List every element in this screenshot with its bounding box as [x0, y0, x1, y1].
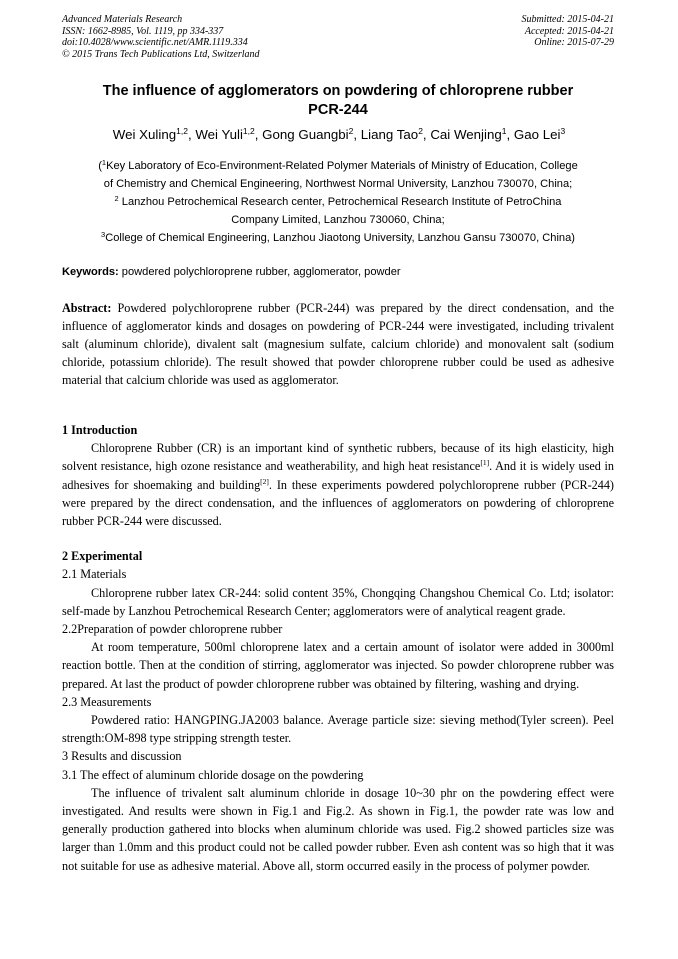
- author: Gao Lei$^3$: [513, 126, 566, 142]
- keywords: [62, 265, 622, 280]
- abstract: [62, 299, 614, 389]
- affiliation-3-line-1: $^3$College of Chemical Engineering, Lanzhou Jiaotong University, Lanzhou Gansu 730070, China): [101, 230, 575, 244]
- journal-name: Advanced Materials Research: [62, 14, 183, 25]
- measurements-paragraph: Powdered ratio: HANGPING.JA2003 balance. Average particle size: sieving method(Tyler screen). Peel strength:OM-898 type stripping strength tester.: [62, 713, 614, 746]
- introduction-paragraph: Chloroprene Rubber (CR) is an important kind of synthetic rubbers, because of its high elasticity, high solvent resistance, high ozone resistance and weatherability, and high heat resistance[1]. And it is widely used in adhesives for shoemaking and building[2]. In these experiments powdered polychloroprene rubber (PCR-244) were prepared by the direct condensation, and the influences of agglomerators on powdering of chloroprene rubber PCR-244 were discussed.: [62, 441, 614, 529]
- author: Wei Xuling$^{1,2}$,: [112, 126, 196, 142]
- author-list: [40, 126, 638, 144]
- journal-info: [62, 14, 260, 60]
- subsection-heading-measurements: 2.3 Measurements: [62, 694, 152, 709]
- affiliations: [58, 157, 618, 247]
- journal-doi: doi:10.4028/www.scientific.net/AMR.1119.334: [62, 37, 248, 48]
- affiliation-1-line-1: ($^1$Key Laboratory of Eco-Environment-Related Polymer Materials of Ministry of Education, College: [98, 158, 578, 172]
- title-line-2: PCR-244: [308, 102, 368, 118]
- publication-dates: [522, 14, 615, 49]
- materials-paragraph: Chloroprene rubber latex CR-244: solid content 35%, Chongqing Changshou Chemical Co. Ltd; isolator: self-made by Lanzhou Petrochemical Research Center; agglomerators were of analytical reagent grade.: [62, 585, 614, 618]
- online-date: Online: 2015-07-29: [534, 37, 614, 48]
- preparation-paragraph: At room temperature, 500ml chloroprene latex and a certain amount of isolator were added in 3000ml reaction bottle. Then at the condition of stirring, agglomerator was injected. So powder chloroprene rubber was prepared. At last the product of powder chloroprene rubber was obtained by filtering, washing and drying.: [62, 640, 614, 691]
- journal-copyright: © 2015 Trans Tech Publications Ltd, Switzerland: [62, 48, 260, 60]
- aluminum-chloride-paragraph: The influence of trivalent salt aluminum chloride in dosage 10~30 phr on the powdering effect were investigated. And results were shown in Fig.1 and Fig.2. As shown in Fig.1, the powder rate was low and generally production gathered into blocks when aluminum chloride was used. Fig.2 showed particles size was larger than 1.0mm and this product could not be called powder rubber. Even ash content was so high that it was not suitable for use as adhesive material. Above all, storm occurred easily in the process of polymer powder.: [62, 785, 614, 873]
- section-heading-experimental: 2 Experimental: [62, 549, 143, 564]
- author: Liang Tao$^2$,: [360, 126, 431, 142]
- section-heading-introduction: 1 Introduction: [62, 423, 138, 437]
- affiliation-2-line-1: $^2$ Lanzhou Petrochemical Research center, Petrochemical Research Institute of PetroChina: [114, 194, 562, 208]
- affiliation-1-line-2: of Chemistry and Chemical Engineering, Northwest Normal University, Lanzhou 730070, China;: [103, 178, 573, 190]
- author: Wei Yuli$^{1,2}$,: [195, 126, 263, 142]
- author: Cai Wenjing$^1$,: [430, 126, 514, 142]
- keywords-text: powdered polychloroprene rubber, agglomerator, powder: [118, 266, 401, 278]
- subsection-heading-materials: 2.1 Materials: [62, 567, 127, 582]
- paper-body: [62, 421, 614, 875]
- subsection-heading-aluminum-chloride: 3.1 The effect of aluminum chloride dosage on the powdering: [62, 767, 364, 782]
- keywords-label: Keywords:: [62, 266, 119, 278]
- abstract-text: Powdered polychloroprene rubber (PCR-244) was prepared by the direct condensation, and the influence of agglomerator kinds and dosages on powdering of PCR-244 were investigated, including trivalent salt (aluminum chloride), divalent salt (magnesium sulfate, calcium chloride) and monovalent salt (sodium chloride, potassium chloride). The result showed that powder chloroprene rubber could be used as adhesive material that calcium chloride was used as agglomerator.: [62, 301, 614, 387]
- accepted-date: Accepted: 2015-04-21: [524, 25, 614, 37]
- journal-issn: ISSN: 1662-8985, Vol. 1119, pp 334-337: [62, 25, 224, 37]
- paper-title: [62, 82, 614, 120]
- citation-2: [2]: [260, 476, 269, 486]
- section-heading-results: 3 Results and discussion: [62, 749, 182, 764]
- citation-1: [1]: [480, 458, 490, 468]
- affiliation-2-line-2: Company Limited, Lanzhou 730060, China;: [231, 214, 445, 226]
- submitted-date: Submitted: 2015-04-21: [521, 14, 614, 25]
- title-line-1: The influence of agglomerators on powdering of chloroprene rubber: [102, 83, 574, 99]
- subsection-heading-preparation: 2.2Preparation of powder chloroprene rubber: [62, 622, 283, 637]
- abstract-label: Abstract:: [62, 301, 112, 315]
- author: Gong Guangbi$^2$,: [262, 126, 361, 142]
